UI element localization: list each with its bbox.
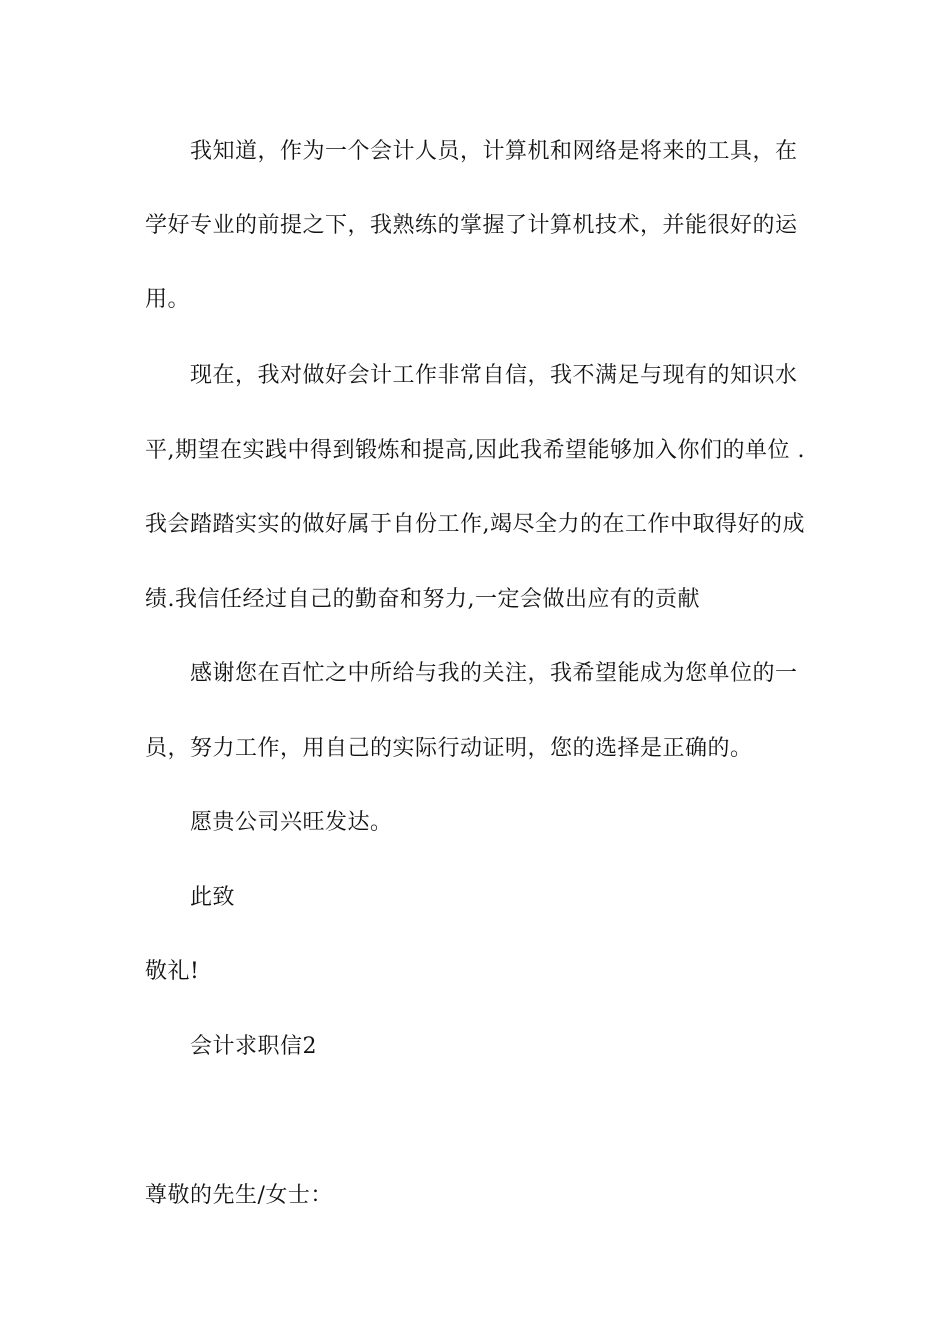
paragraph-3-line-1: 感谢您在百忙之中所给与我的关注，我希望能成为您单位的一 <box>190 661 798 686</box>
section-heading: 会计求职信2 <box>190 1034 317 1059</box>
letter-greeting: 尊敬的先生/女士： <box>145 1183 333 1208</box>
paragraph-2-line-1: 现在，我对做好会计工作非常自信，我不满足与现有的知识水 <box>190 363 798 388</box>
closing-wish: 愿贵公司兴旺发达。 <box>190 810 393 835</box>
paragraph-2-line-2: 平,期望在实践中得到锻炼和提高,因此我希望能够加入你们的单位 . <box>145 438 805 463</box>
paragraph-1-line-2: 学好专业的前提之下，我熟练的掌握了计算机技术，并能很好的运 <box>145 213 798 238</box>
paragraph-3-line-2: 员，努力工作，用自己的实际行动证明，您的选择是正确的。 <box>145 736 753 761</box>
paragraph-2-line-4: 绩.我信任经过自己的勤奋和努力,一定会做出应有的贡献 <box>145 587 700 612</box>
paragraph-2-line-3: 我会踏踏实实的做好属于自份工作,竭尽全力的在工作中取得好的成 <box>145 512 805 537</box>
closing-regards: 敬礼! <box>145 959 200 984</box>
closing-salutation: 此致 <box>190 885 236 910</box>
paragraph-1-line-1: 我知道，作为一个会计人员，计算机和网络是将来的工具，在 <box>190 139 798 164</box>
paragraph-1-line-3: 用。 <box>145 287 191 312</box>
